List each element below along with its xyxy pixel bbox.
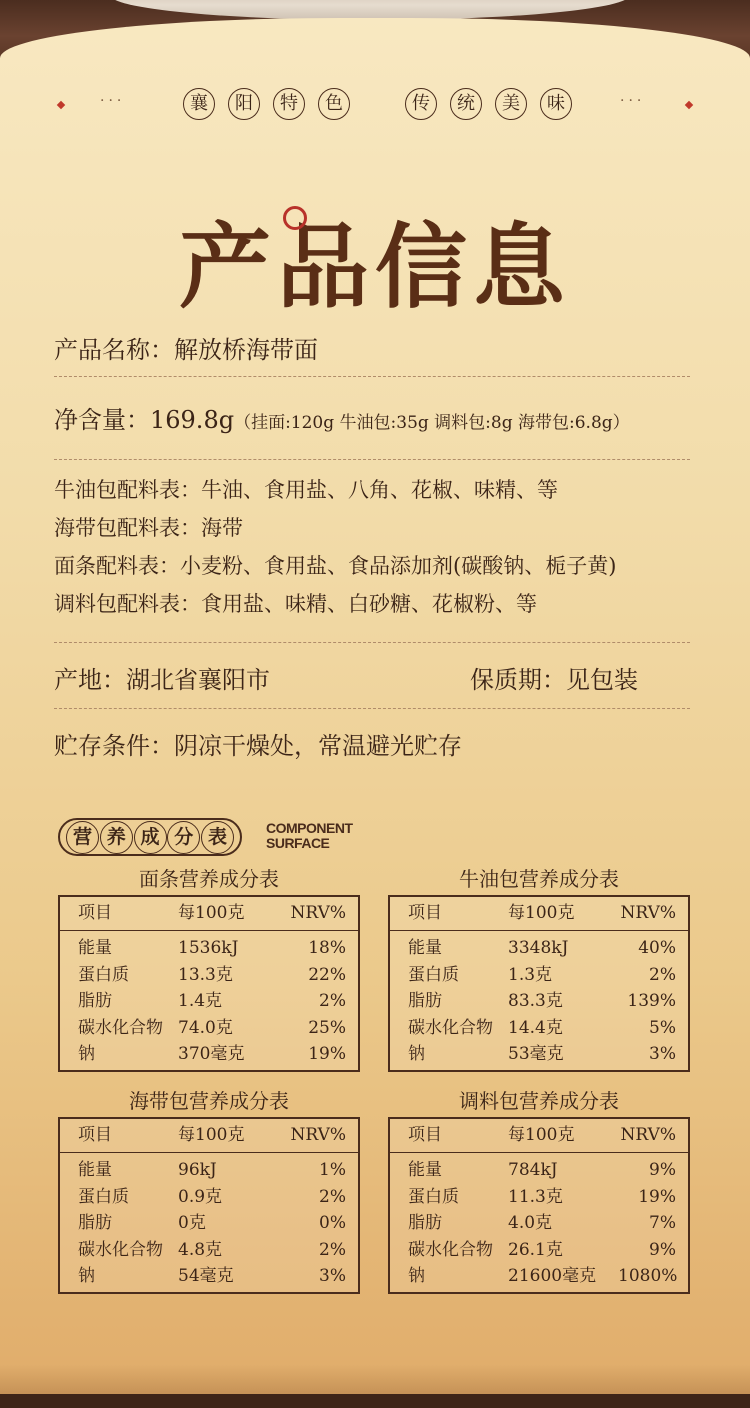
net-content-detail: （挂面:120g 牛油包:35g 调料包:8g 海带包:6.8g） <box>234 413 630 433</box>
net-content-row <box>54 400 630 435</box>
tagline <box>0 88 750 124</box>
header-item: 项目 <box>408 903 442 923</box>
ingredients-row <box>54 474 558 504</box>
tagline-char: 襄 <box>183 88 215 120</box>
shelf-life-row <box>470 660 638 695</box>
product-name-value: 解放桥海带面 <box>174 336 318 364</box>
cell-item: 能量 <box>78 938 112 958</box>
header-nrv: NRV% <box>290 1125 346 1145</box>
tagline-char: 传 <box>405 88 437 120</box>
cell-item: 碳水化合物 <box>78 1239 163 1260</box>
header-item: 项目 <box>78 903 112 923</box>
nutrition-heading <box>58 818 242 856</box>
cell-item: 蛋白质 <box>78 1186 129 1207</box>
storage-row <box>54 726 462 761</box>
tagline-char: 阳 <box>228 88 260 120</box>
cell-item: 钠 <box>408 1044 425 1064</box>
cell-item: 脂肪 <box>78 1213 112 1233</box>
page-title: 产品信息 <box>178 213 571 321</box>
tagline-char: 色 <box>318 88 350 120</box>
header-nrv: NRV% <box>620 903 676 923</box>
origin-row <box>54 660 270 695</box>
divider <box>54 459 690 460</box>
component-surface-text <box>266 821 353 851</box>
table-row <box>390 1184 688 1211</box>
table-row <box>60 962 358 989</box>
table-caption: 面条营养成分表 <box>139 867 279 891</box>
title-ring-icon <box>283 206 307 230</box>
product-name-row <box>54 330 318 365</box>
cell-amount: 0.9克 <box>178 1186 223 1207</box>
nutrition-table-beef-tallow <box>388 863 690 1072</box>
table-row <box>60 1184 358 1211</box>
cell-item: 碳水化合物 <box>408 1017 493 1038</box>
table-row <box>390 1015 688 1042</box>
nutrition-heading-pill <box>58 818 242 856</box>
component-text: COMPONENT <box>266 820 353 836</box>
dots-left: ··· <box>100 93 126 109</box>
cell-amount: 83.3克 <box>508 991 563 1011</box>
cell-nrv: 18% <box>308 938 346 958</box>
diamond-right-icon <box>685 101 693 109</box>
net-content-label: 净含量： <box>54 406 150 434</box>
ingredients-value: 食用盐、味精、白砂糖、花椒粉、等 <box>201 592 537 616</box>
table-row <box>390 935 688 962</box>
divider <box>54 376 690 377</box>
net-content-value: 169.8g <box>150 406 235 434</box>
table-caption: 牛油包营养成分表 <box>459 867 619 891</box>
tagline-char: 特 <box>273 88 305 120</box>
cell-nrv: 9% <box>649 1160 676 1180</box>
cell-amount: 0克 <box>178 1213 206 1233</box>
info-card <box>0 18 750 1394</box>
tagline-char: 美 <box>495 88 527 120</box>
cell-nrv: 2% <box>319 1239 346 1260</box>
diamond-left-icon <box>57 101 65 109</box>
storage-label: 贮存条件： <box>54 732 174 760</box>
heading-char: 表 <box>201 821 234 854</box>
shelf-life-value: 见包装 <box>566 666 638 694</box>
ingredients-label: 牛油包配料表： <box>54 478 201 502</box>
cell-amount: 14.4克 <box>508 1017 563 1038</box>
cell-item: 蛋白质 <box>408 1186 459 1207</box>
header-per100: 每100克 <box>178 1125 245 1145</box>
cell-amount: 74.0克 <box>178 1017 233 1038</box>
table-row <box>60 935 358 962</box>
ingredients-row <box>54 588 537 618</box>
cell-amount: 21600毫克 <box>508 1266 597 1286</box>
cell-amount: 1536kJ <box>178 938 239 958</box>
cell-nrv: 9% <box>649 1239 676 1260</box>
surface-text: SURFACE <box>266 835 330 851</box>
cell-item: 蛋白质 <box>78 964 129 985</box>
cell-item: 钠 <box>78 1044 95 1064</box>
dots-right: ··· <box>620 93 646 109</box>
nutrition-table-seaweed <box>58 1085 360 1294</box>
ingredients-label: 调料包配料表： <box>54 592 201 616</box>
cell-amount: 96kJ <box>178 1160 217 1180</box>
table-row <box>60 1237 358 1264</box>
cell-amount: 13.3克 <box>178 964 233 985</box>
ingredients-row <box>54 512 243 542</box>
cell-nrv: 1080% <box>618 1266 678 1286</box>
cell-nrv: 22% <box>308 964 346 985</box>
table-box <box>58 895 360 1072</box>
table-box <box>388 895 690 1072</box>
table-row <box>390 1041 688 1068</box>
table-caption: 海带包营养成分表 <box>129 1089 289 1113</box>
cell-item: 碳水化合物 <box>408 1239 493 1260</box>
cell-nrv: 0% <box>319 1213 346 1233</box>
table-row <box>60 1041 358 1068</box>
table-row <box>390 988 688 1015</box>
ingredients-value: 小麦粉、食用盐、食品添加剂(碳酸钠、栀子黄) <box>180 554 617 578</box>
cell-nrv: 1% <box>319 1160 346 1180</box>
cell-amount: 54毫克 <box>178 1266 234 1286</box>
table-row <box>390 1210 688 1237</box>
heading-char: 成 <box>134 821 167 854</box>
cell-nrv: 2% <box>649 964 676 985</box>
cell-nrv: 19% <box>638 1186 676 1207</box>
cell-item: 钠 <box>408 1266 425 1286</box>
cell-item: 能量 <box>408 938 442 958</box>
cell-amount: 4.0克 <box>508 1213 553 1233</box>
table-header <box>60 897 358 931</box>
heading-char: 分 <box>167 821 200 854</box>
header-per100: 每100克 <box>178 903 245 923</box>
tagline-char: 味 <box>540 88 572 120</box>
cell-item: 能量 <box>408 1160 442 1180</box>
cell-item: 脂肪 <box>78 991 112 1011</box>
cell-nrv: 5% <box>649 1017 676 1038</box>
ingredients-row <box>54 550 616 580</box>
cell-nrv: 2% <box>319 1186 346 1207</box>
nutrition-table-seasoning <box>388 1085 690 1294</box>
cell-item: 钠 <box>78 1266 95 1286</box>
cell-nrv: 7% <box>649 1213 676 1233</box>
cell-nrv: 139% <box>627 991 676 1011</box>
cell-item: 脂肪 <box>408 1213 442 1233</box>
divider <box>54 642 690 643</box>
header-item: 项目 <box>408 1125 442 1145</box>
header-per100: 每100克 <box>508 1125 575 1145</box>
header-nrv: NRV% <box>620 1125 676 1145</box>
cell-amount: 370毫克 <box>178 1044 245 1064</box>
table-row <box>60 1015 358 1042</box>
ingredients-label: 面条配料表： <box>54 554 180 578</box>
divider <box>54 708 690 709</box>
ingredients-value: 海带 <box>201 516 243 540</box>
table-row <box>60 1157 358 1184</box>
table-row <box>60 1210 358 1237</box>
cell-amount: 1.4克 <box>178 991 223 1011</box>
table-row <box>390 1157 688 1184</box>
cell-nrv: 25% <box>308 1017 346 1038</box>
table-row <box>60 988 358 1015</box>
cell-amount: 53毫克 <box>508 1044 564 1064</box>
table-header <box>390 897 688 931</box>
cell-item: 蛋白质 <box>408 964 459 985</box>
table-header <box>390 1119 688 1153</box>
heading-char: 养 <box>100 821 133 854</box>
cell-nrv: 19% <box>308 1044 346 1064</box>
shelf-life-label: 保质期： <box>470 666 566 694</box>
ingredients-value: 牛油、食用盐、八角、花椒、味精、等 <box>201 478 558 502</box>
cell-nrv: 3% <box>319 1266 346 1286</box>
origin-label: 产地： <box>54 666 126 694</box>
heading-char: 营 <box>66 821 99 854</box>
cell-item: 脂肪 <box>408 991 442 1011</box>
product-name-label: 产品名称： <box>54 336 174 364</box>
table-caption: 调料包营养成分表 <box>459 1089 619 1113</box>
table-row <box>390 962 688 989</box>
table-row <box>390 1237 688 1264</box>
header-per100: 每100克 <box>508 903 575 923</box>
ingredients-label: 海带包配料表： <box>54 516 201 540</box>
header-item: 项目 <box>78 1125 112 1145</box>
cell-amount: 1.3克 <box>508 964 553 985</box>
cell-amount: 3348kJ <box>508 938 569 958</box>
cell-amount: 26.1克 <box>508 1239 563 1260</box>
cell-amount: 784kJ <box>508 1160 558 1180</box>
cell-nrv: 3% <box>649 1044 676 1064</box>
storage-value: 阴凉干燥处，常温避光贮存 <box>174 732 462 760</box>
table-box <box>58 1117 360 1294</box>
tagline-char: 统 <box>450 88 482 120</box>
table-row <box>390 1263 688 1290</box>
cell-amount: 4.8克 <box>178 1239 223 1260</box>
cell-amount: 11.3克 <box>508 1186 563 1207</box>
cell-nrv: 2% <box>319 991 346 1011</box>
cell-item: 碳水化合物 <box>78 1017 163 1038</box>
table-row <box>60 1263 358 1290</box>
header-nrv: NRV% <box>290 903 346 923</box>
table-header <box>60 1119 358 1153</box>
table-box <box>388 1117 690 1294</box>
cell-nrv: 40% <box>638 938 676 958</box>
origin-value: 湖北省襄阳市 <box>126 666 270 694</box>
nutrition-table-noodle <box>58 863 360 1072</box>
cell-item: 能量 <box>78 1160 112 1180</box>
